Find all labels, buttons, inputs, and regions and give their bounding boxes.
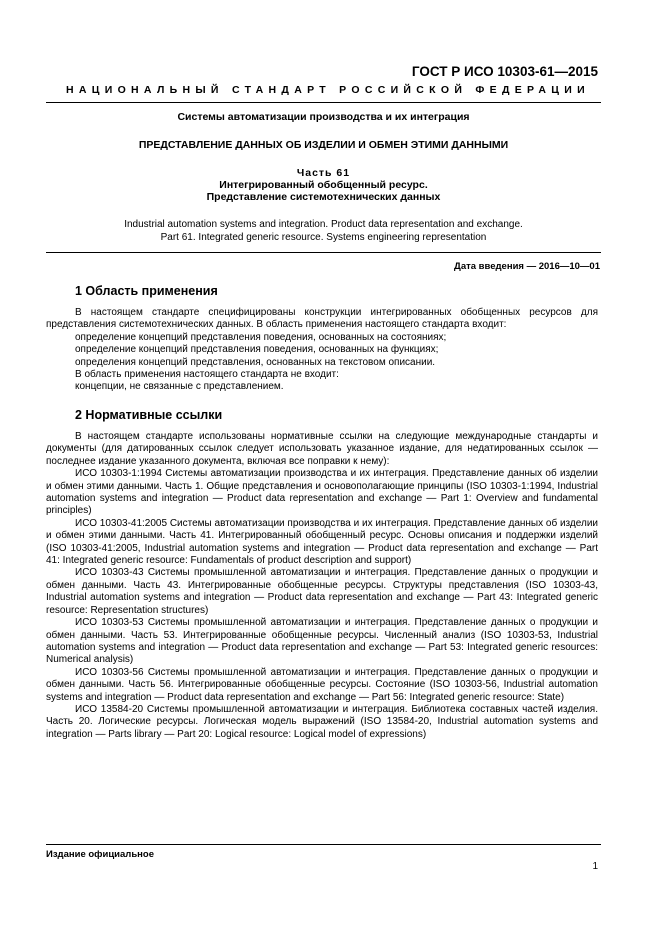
reference-entry: ИСО 13584-20 Системы промышленной автоматизации и интеграция. Библиотека составных частей изделия. Часть 20. Логические ресурсы. Логическая модель выражений (ISO 13584-20, Industrial automation systems and integration — Parts library — Part 20: Logical resource: Logical model of expressions) <box>46 703 598 740</box>
reference-entry: ИСО 10303-43 Системы промышленной автоматизации и интеграция. Представление данных о продукции и обмен данными. Часть 43. Интегрированные обобщенные ресурсы. Структуры представления (ISO 10303-43, Industrial automation systems and integration — Product data representation and exchange — Part 43: Integrated generic resource: Representation structures) <box>46 567 598 616</box>
section-2-heading: 2 Нормативные ссылки <box>75 408 223 422</box>
document-title: ПРЕДСТАВЛЕНИЕ ДАННЫХ ОБ ИЗДЕЛИИ И ОБМЕН ЭТИМИ ДАННЫМИ <box>138 139 509 151</box>
official-edition-label: Издание официальное <box>46 849 154 860</box>
subtitle-line-1: Интегрированный обобщенный ресурс. <box>219 179 428 191</box>
section-1-paragraph: определение концепций представления поведения, основанных на состояниях; <box>75 331 447 343</box>
reference-entry: ИСО 10303-53 Системы промышленной автоматизации и интеграция. Представление данных о продукции и обмен данными. Часть 53. Интегрированные обобщенные ресурсы. Численный анализ (ISO 10303-53, Industrial automation systems and integration — Product data representation and exchange — Part 53: Integrated generic resources: Numerical analysis) <box>46 617 598 666</box>
english-title-line-2: Part 61. Integrated generic resource. Systems engineering representation <box>160 232 487 243</box>
english-title-line-1: Industrial automation systems and integration. Product data representation and exchange. <box>124 219 523 230</box>
section-1-heading: 1 Область применения <box>75 284 218 298</box>
section-1-paragraph: определения концепций представления, основанных на текстовом описании. <box>75 356 436 368</box>
reference-entry: ИСО 10303-41:2005 Системы автоматизации производства и их интеграция. Представление данных об изделии и обмен этими данными. Часть 41. Интегрированный обобщенный ресурс. Основы описания и поддержки изделий (ISO 10303-41:2005, Industrial automation systems and integration — Product data representation and exchange — Part 41: Integrated generic resource: Fundamentals of product description and support) <box>46 517 598 567</box>
footer-divider <box>46 844 601 845</box>
section-2-paragraph: В настоящем стандарте использованы нормативные ссылки на следующие международные стандарты и документы (для датированных ссылок следует использовать указанное издание, для недатированных ссылок — последнее издание указанного документа, включая все поправки к нему): <box>46 431 598 467</box>
subtitle-line-2: Представление системотехнических данных <box>206 191 441 203</box>
section-2-body <box>46 431 598 741</box>
section-1-paragraph: В область применения настоящего стандарта не входит: <box>75 369 339 381</box>
page-number: 1 <box>592 861 598 872</box>
reference-entry: ИСО 10303-1:1994 Системы автоматизации производства и их интеграция. Представление данных об изделии и обмен этими данными. Часть 1. Общие представления и основополагающие принципы (ISO 10303-1:1994, Industrial automation systems and integration — Product data representation and exchange — Part 1: Overview and fundamental principles) <box>46 468 598 517</box>
section-1-paragraph: определение концепций представления поведения, основанных на функциях; <box>75 344 439 356</box>
part-number: Часть 61 <box>296 167 351 179</box>
national-standard-banner: НАЦИОНАЛЬНЫЙ СТАНДАРТ РОССИЙСКОЙ ФЕДЕРАЦИИ <box>66 84 590 96</box>
top-divider <box>46 102 601 103</box>
title-divider <box>46 252 601 253</box>
introduction-date: Дата введения — 2016—10—01 <box>454 261 600 272</box>
document-code: ГОСТ Р ИСО 10303-61—2015 <box>411 64 598 79</box>
section-1-paragraph: концепции, не связанные с представлением. <box>75 381 284 393</box>
reference-entry: ИСО 10303-56 Системы промышленной автоматизации и интеграция. Представление данных о продукции и обмен данными. Часть 56. Интегрированные обобщенные ресурсы. Состояние (ISO 10303-56, Industrial automation systems and integration — Product data representation and exchange — Part 56: Integrated generic resource: State) <box>46 666 598 703</box>
section-1-body <box>46 307 598 394</box>
series-title: Системы автоматизации производства и их интеграция <box>177 111 470 123</box>
section-1-paragraph: В настоящем стандарте специфицированы конструкции интегрированных обобщенных ресурсов для представления системотехнических данных. В область применения настоящего стандарта входит: <box>46 307 598 331</box>
